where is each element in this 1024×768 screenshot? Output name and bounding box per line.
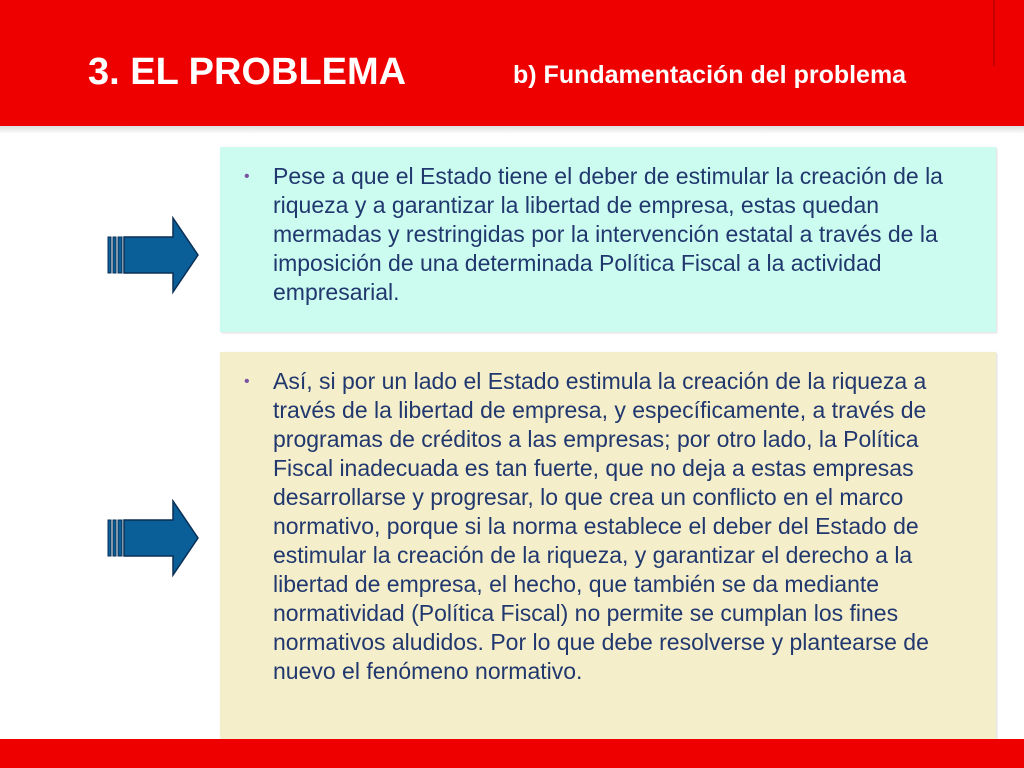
bullet-text: Así, si por un lado el Estado estimula la creación de la riqueza a través de la libertad de empresa, y específicamente, a través de programas de créditos a las empresas; por otro lado, la Política Fiscal inadecuada es tan fuerte, que no deja a estas empresas desarrollarse y progresar, lo que crea un conflicto en el marco normativo, porque si la norma establece el deber del Estado de estimular la creación de la riqueza, y garantizar el derecho a la libertad de empresa, el hecho, que también se da mediante normatividad (Política Fiscal) no permite se cumplan los fines normativos aludidos. Por lo que debe resolverse y plantearse de nuevo el fenómeno normativo.	[273, 368, 929, 684]
bullet-dot-icon: •	[244, 373, 250, 390]
text-box-first	[220, 147, 996, 332]
bullet-point	[244, 367, 976, 686]
bullet-text: Pese a que el Estado tiene el deber de estimular la creación de la riqueza y a garantizar la libertad de empresa, estas quedan mermadas y restringidas por la intervención estatal a través de la imposición de una determinada Política Fiscal a la actividad empresarial.	[273, 163, 943, 305]
header-shadow	[0, 126, 1024, 134]
text-box-second	[220, 352, 996, 755]
footer-bar	[0, 739, 1024, 768]
arrow-right-icon	[106, 499, 200, 579]
slide-title: 3. EL PROBLEMA	[88, 51, 407, 93]
arrow-right-icon	[106, 216, 200, 296]
slide-subtitle: b) Fundamentación del problema	[513, 61, 907, 89]
header-edge-line	[993, 0, 995, 66]
bullet-point	[244, 162, 976, 307]
bullet-dot-icon: •	[244, 168, 250, 185]
